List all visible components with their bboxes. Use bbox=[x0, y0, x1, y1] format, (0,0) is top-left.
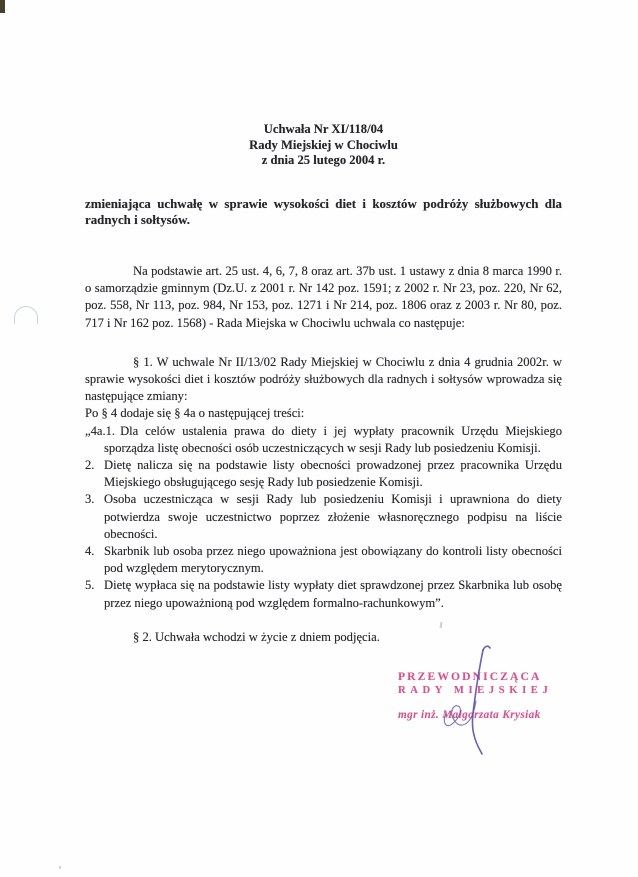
list-item bbox=[85, 491, 562, 543]
stamp-signatory-name: mgr inż. Małgorzata Krysiak bbox=[398, 709, 541, 721]
pencil-arc-mark bbox=[14, 306, 38, 324]
resolution-number: Uchwała Nr XI/118/04 bbox=[263, 122, 384, 136]
paragraph-1-intro: § 1. W uchwale Nr II/13/02 Rady Miejskiej w Chociwlu z dnia 4 grudnia 2002r. w sprawie wysokości diet i kosztów podróży służbowych dla radnych i sołtysów wprowadza się następujące zmiany: bbox=[85, 354, 562, 404]
amendment-list bbox=[85, 423, 562, 612]
paragraph-2: § 2. Uchwała wchodzi w życie z dniem podjęcia. bbox=[133, 629, 380, 644]
document-body bbox=[85, 122, 562, 646]
list-item bbox=[85, 423, 562, 457]
stray-speck bbox=[59, 866, 61, 869]
scan-artifact-corner-mark bbox=[0, 0, 5, 13]
list-item-marker: „4a.1. bbox=[85, 423, 116, 438]
handwritten-signature-ink bbox=[430, 640, 500, 765]
list-item-marker: 5. bbox=[85, 578, 95, 593]
stamp-council-line: RADY MIEJSKIEJ bbox=[398, 685, 553, 696]
document-title-block bbox=[85, 122, 562, 169]
paragraph-1-note: Po § 4 dodaje się § 4a o następującej treści: bbox=[85, 406, 305, 421]
issuing-council: Rady Miejskiej w Chociwlu bbox=[249, 137, 398, 152]
stamp-title-line: PRZEWODNICZĄCA bbox=[398, 670, 542, 683]
list-item bbox=[85, 543, 562, 577]
list-item-marker: 2. bbox=[85, 458, 95, 472]
list-item-text: Skarbnik lub osoba przez niego upoważniona jest obowiązany do kontroli listy obecności pod względem merytorycznym. bbox=[104, 544, 562, 576]
resolution-date: z dnia 25 lutego 2004 r. bbox=[261, 153, 386, 168]
list-item-text: Dietę wypłaca się na podstawie listy wypłaty diet sprawdzonej przez Skarbnika lub osobę przez niego upoważnioną pod względem formalno-rachunkowym”. bbox=[104, 578, 562, 610]
list-item bbox=[85, 457, 562, 491]
list-item-text: Dietę nalicza się na podstawie listy obecności prowadzonej przez pracownika Urzędu Miejskiego obsługującego sesję Rady lub posiedzenie Komisji. bbox=[104, 458, 562, 490]
list-item-text: Osoba uczestnicząca w sesji Rady lub posiedzeniu Komisji i uprawniona do diety potwierdza swoje uczestnictwo poprzez złożenie własnoręcznego podpisu na liście obecności. bbox=[104, 492, 562, 541]
list-item-text: Dla celów ustalenia prawa do diety i jej wypłaty pracownik Urzędu Miejskiego sporządza listę obecności osób uczestniczących w sesji Rady lub posiedzeniu Komisji. bbox=[104, 423, 562, 455]
list-item-marker: 3. bbox=[85, 492, 95, 507]
legal-basis-paragraph: Na podstawie art. 25 ust. 4, 6, 7, 8 oraz art. 37b ust. 1 ustawy z dnia 8 marca 1990 r. o samorządzie gminnym (Dz.U. z 2001 r. Nr 142 poz. 1591; z 2002 r. Nr 23, poz. 220, Nr 62, poz. 558, Nr 113, poz. 984, Nr 153, poz. 1271 i Nr 214, poz. 1806 oraz z 2003 r. Nr 80, poz. 717 i Nr 162 poz. 1568) - Rada Miejska w Chociwlu uchwala co następuje: bbox=[85, 263, 562, 330]
list-item bbox=[85, 577, 562, 611]
resolution-subject: zmieniająca uchwałę w sprawie wysokości diet i kosztów podróży służbowych dla radnych i sołtysów. bbox=[85, 196, 562, 228]
list-item-marker: 4. bbox=[85, 544, 95, 559]
